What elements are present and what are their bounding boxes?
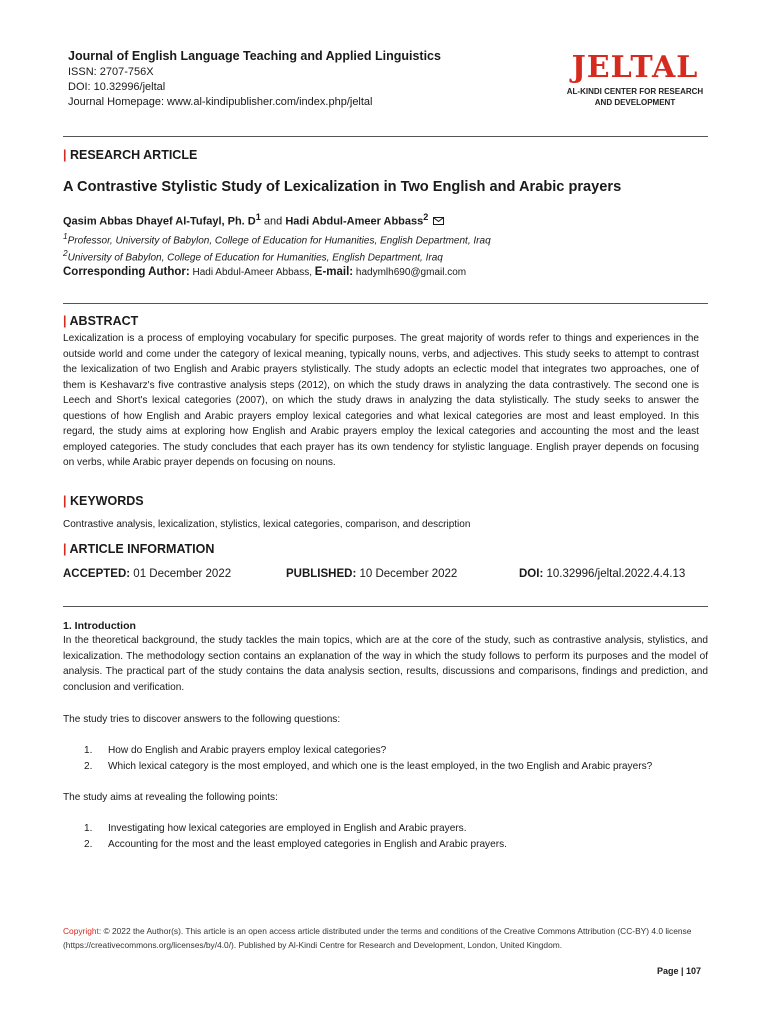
abstract-text: Lexicalization is a process of employing vocabulary for specific purposes. The great majority of words refer to things and experiences in the outside world and come under the category of lexical meaning, typically nouns, verbs, and adjectives. This study seeks to attempt to contrast the lexicalization of two English and Arabic prayers stylistically. The study adopts an eclectic model that integrates two approaches, one of them is Keshavarz's five contrastive analysis steps (2012), on which the study draws in analyzing the data contrastively. The second one is Leech and Short's lexical categories (2007), on which the study draws in analyzing the data stylistically. The study seeks to answer the questions of how English and Arabic prayers employ lexical categories and what lexical categories are most and least employed. In this regard, the study aims at exploring how English and Arabic prayers employ the lexical categories and accounting the most and the least employed categories. The study concludes that each prayer has its own tendency for stylistic language. English prayer depends on focusing on verbs, while Arabic prayer depends on focusing on nouns. xyxy=(63,333,699,468)
journal-issn: ISSN: 2707-756X xyxy=(68,66,154,78)
aims-list xyxy=(84,821,507,852)
list-text: Accounting for the most and the least employed categories in English and Arabic prayers. xyxy=(108,838,507,850)
questions-list xyxy=(84,743,652,774)
jeltal-logo xyxy=(560,50,710,108)
article-type-label xyxy=(63,147,197,163)
author-2-sup: 2 xyxy=(423,212,429,222)
list-number: 1. xyxy=(84,745,93,756)
journal-homepage[interactable]: Journal Homepage: www.al-kindipublisher.com/index.php/jeltal xyxy=(68,96,373,108)
list-text: How do English and Arabic prayers employ lexical categories? xyxy=(108,745,387,756)
abstract-heading-text: ABSTRACT xyxy=(69,314,139,328)
copyright-text: : © 2022 the Author(s). This article is an open access article distributed under the terms and conditions of the Creative Commons Attribution (CC-BY) 4.0 license (https://creativecommons.org/licenses/by/4.0/). Published by Al-Kindi Centre for Research and Development, London, United Kingdom. xyxy=(63,926,692,950)
page-number: Page | 107 xyxy=(657,966,702,976)
affiliation-2 xyxy=(63,247,443,264)
keywords-heading xyxy=(63,493,144,509)
author-1-sup: 1 xyxy=(255,212,261,222)
corresponding-author xyxy=(63,265,466,280)
list-text: Which lexical category is the most employed, and which one is the least employed, in the two English and Arabic prayers? xyxy=(108,760,653,772)
list-text: Investigating how lexical categories are employed in English and Arabic prayers. xyxy=(108,823,467,834)
logo-line-1: AL-KINDI CENTER FOR RESEARCH xyxy=(566,87,704,96)
affiliation-2-text: University of Babylon, College of Education for Humanities, English Department, Iraq xyxy=(67,252,443,264)
list-number: 1. xyxy=(84,823,93,834)
accepted-label: ACCEPTED: xyxy=(63,568,131,580)
accent-bar: | xyxy=(63,494,70,508)
copyright-notice xyxy=(63,924,693,952)
logo-line-2: AND DEVELOPMENT xyxy=(594,98,676,107)
intro-paragraph-2: The study tries to discover answers to the following questions: xyxy=(63,714,341,725)
header-divider xyxy=(63,136,708,137)
email-label: E-mail xyxy=(314,266,350,278)
logo-word: JELTAL xyxy=(571,50,699,85)
affiliation-1-sup: 1 xyxy=(63,231,68,241)
accent-bar: | xyxy=(63,314,70,328)
journal-doi: DOI: 10.32996/jeltal xyxy=(68,81,166,93)
article-info-heading-text: ARTICLE INFORMATION xyxy=(69,542,215,556)
journal-name: Journal of English Language Teaching and Applied Linguistics xyxy=(68,49,441,63)
list-item xyxy=(84,743,652,759)
corresponding-name: Hadi Abdul-Ameer Abbass, xyxy=(192,267,312,278)
article-type: RESEARCH ARTICLE xyxy=(69,148,198,162)
copyright-label: Copyright xyxy=(63,926,99,936)
keywords-text: Contrastive analysis, lexicalization, stylistics, lexical categories, comparison, and description xyxy=(63,519,471,530)
email-colon: : xyxy=(349,266,354,278)
accent-bar: | xyxy=(63,148,70,162)
intro-paragraph-3: The study aims at revealing the following points: xyxy=(63,792,278,803)
published-date xyxy=(286,567,457,582)
published-value: 10 December 2022 xyxy=(359,568,458,580)
abstract-divider xyxy=(63,303,708,304)
intro-paragraph-1: In the theoretical background, the study tackles the main topics, which are at the core of the study, such as contrastive analysis, stylistics, and lexicalization. The methodology section contains an explanation of the way in which the study follows to perform its purposes and the model of analysis. The practical part of the study contains the data analysis section, results, discussions and comparisons, findings and prediction, and conclusion and verification. xyxy=(63,635,708,693)
list-item xyxy=(84,759,652,775)
accent-bar: | xyxy=(63,542,70,556)
list-number: 2. xyxy=(84,760,93,772)
intro-heading: 1. Introduction xyxy=(63,620,136,632)
doi-value[interactable]: 10.32996/jeltal.2022.4.4.13 xyxy=(546,568,686,580)
affiliation-1-text: Professor, University of Babylon, College of Education for Humanities, English Department, Iraq xyxy=(67,235,491,247)
doi-label: DOI: xyxy=(519,568,544,580)
article-title: A Contrastive Stylistic Study of Lexicalization in Two English and Arabic prayers xyxy=(63,179,622,195)
journal-header xyxy=(68,48,441,110)
abstract-heading xyxy=(63,313,138,329)
list-number: 2. xyxy=(84,838,93,850)
affiliation-1 xyxy=(63,230,491,247)
keywords-heading-text: KEYWORDS xyxy=(69,494,144,508)
article-doi xyxy=(519,567,685,582)
corresponding-email[interactable]: hadymlh690@gmail.com xyxy=(355,267,467,278)
author-1: Qasim Abbas Dhayef Al-Tufayl, Ph. D xyxy=(63,215,256,228)
authors-line xyxy=(63,210,444,229)
author-2: Hadi Abdul-Ameer Abbass xyxy=(285,215,424,228)
list-item xyxy=(84,821,507,837)
corresponding-label: Corresponding Author: xyxy=(63,266,190,278)
accepted-value: 01 December 2022 xyxy=(133,568,232,580)
list-item xyxy=(84,837,507,853)
article-info-heading xyxy=(63,541,214,557)
published-label: PUBLISHED: xyxy=(286,568,357,580)
mail-icon[interactable] xyxy=(433,215,444,229)
accepted-date xyxy=(63,567,231,582)
authors-and: and xyxy=(263,215,283,228)
info-divider xyxy=(63,606,708,607)
affiliation-2-sup: 2 xyxy=(63,248,68,258)
